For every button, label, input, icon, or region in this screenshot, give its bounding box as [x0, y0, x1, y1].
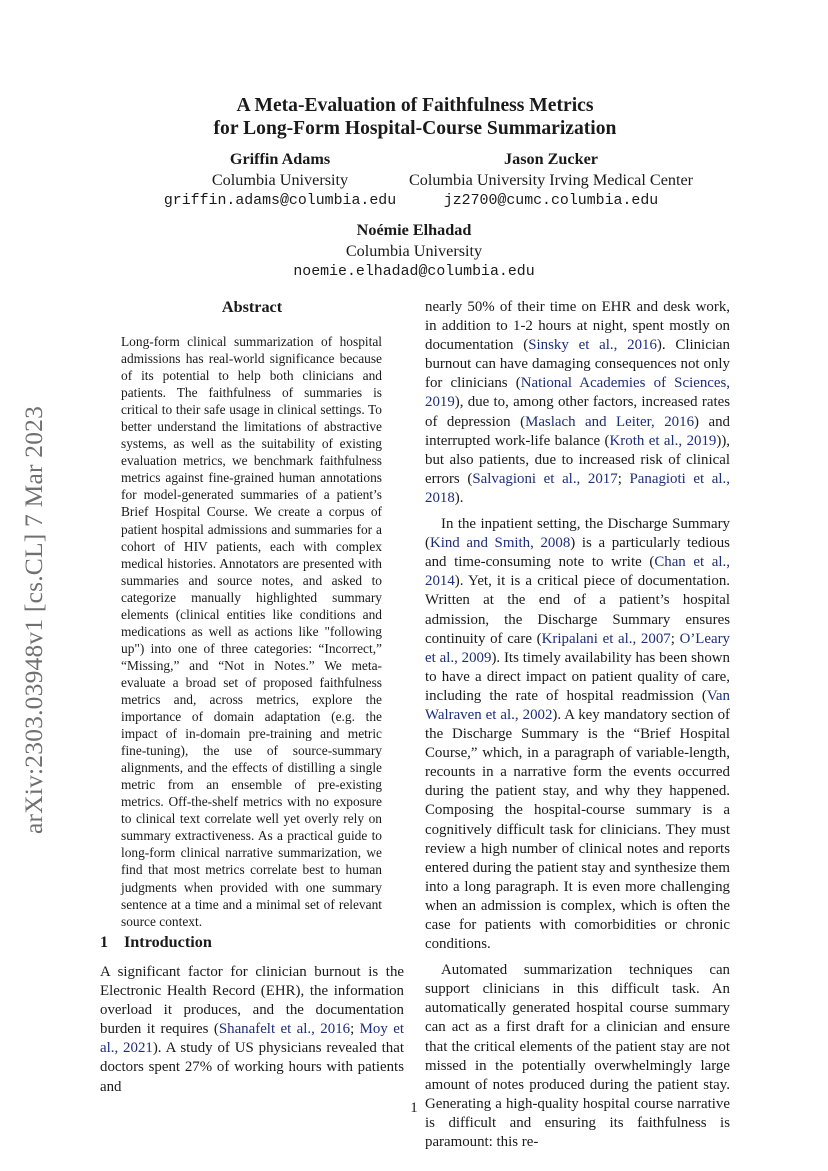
body-text: ). A study of US physicians revealed that doctors spent 27% of working hours with patients and — [100, 1040, 404, 1095]
body-text: ; — [350, 1021, 360, 1038]
body-text: nearly 50% of their time on EHR and desk work, in addition to 1-2 hours at night, spent mostly on documentation ( — [425, 299, 730, 354]
author-block-1 — [140, 149, 420, 212]
body-text: ) and interrupted work-life balance ( — [425, 413, 730, 449]
citation-link[interactable]: Kripalani et al., 2007 — [541, 630, 671, 647]
section-heading — [100, 932, 404, 952]
citation-link[interactable]: Chan et al., 2014 — [425, 554, 730, 590]
citation-link[interactable]: Kind and Smith, 2008 — [429, 535, 571, 552]
author-name: Jason Zucker — [504, 150, 598, 168]
citation-link[interactable]: Maslach and Leiter, 2016 — [525, 413, 695, 430]
abstract-text: Long-form clinical summarization of hospital admissions has real-world significance because of its potential to help both clinicians and patients. The faithfulness of summaries is critical to their safe usage in clinical settings. To better understand the limitations of abstractive systems, as well as the suitability of existing evaluation metrics, we benchmark faithfulness metrics against fine-grained human annotations for model-generated summaries of a patient’s Brief Hospital Course. We create a corpus of patient hospital admissions and summaries for a cohort of HIV patients, each with complex medical histories. Annotators are presented with summaries and source notes, and asked to categorize manually highlighted summary elements (clinical entities like conditions and medications as well as actions like "following up") into one of three categories: “Incorrect,” “Missing,” and “Not in Notes.” We meta-evaluate a broad set of proposed faithfulness metrics and, across metrics, explore the importance of domain adaptation (e.g. the impact of in-domain pre-training and metric fine-tuning), the use of source-summary alignments, and the effects of distilling a single metric from an ensemble of pre-existing metrics. Off-the-shelf metrics with no exposure to clinical text correlate well yet overly rely on summary extractiveness. As a practical guide to long-form clinical narrative summarization, we find that most metrics correlate best to human judgments when provided with one summary sentence at a time and a minimal set of relevant source context. — [121, 334, 382, 929]
body-text: In the inpatient setting, the Discharge Summary ( — [425, 516, 730, 552]
author-affiliation: Columbia University — [211, 171, 349, 189]
body-text: ), due to, among other factors, increased rates of depression ( — [425, 394, 730, 430]
abstract-heading: Abstract — [221, 298, 283, 316]
arxiv-stamp-text: arXiv:2303.03948v1 [cs.CL] 7 Mar 2023 — [19, 405, 48, 835]
author-email: griffin.adams@columbia.edu — [163, 193, 397, 209]
author-block-3 — [234, 220, 594, 283]
body-text: ) is a particularly tedious and time-consuming note to write ( — [425, 535, 730, 571]
body-text: ). Yet, it is a critical piece of documentation. Written at the end of a patient’s hospital admission, the Discharge Summary ensures continuity of care ( — [425, 573, 730, 647]
intro-paragraph-3: Automated summarization techniques can support clinicians in this difficult task. An automatically generated hospital course summary can act as a first draft for a clinician and ensure that the critical elements of the patient stay are not missed in the potentially overwhelmingly large amount of notes produced during the patient stay. Generating a high-quality hospital course narrative is difficult and ensuring its faithfulness is paramount: this re- — [425, 962, 730, 1151]
citation-link[interactable]: O’Leary et al., 2009 — [425, 630, 730, 666]
body-text: A significant factor for clinician burnout is the Electronic Health Record (EHR), the information overload it produces, and the documentation burden it requires ( — [100, 964, 404, 1038]
intro-paragraph-left — [100, 963, 404, 1097]
title-line-1: A Meta-Evaluation of Faithfulness Metrics — [236, 95, 594, 116]
body-text: ). — [454, 489, 464, 506]
citation-link[interactable]: Sinsky et al., 2016 — [528, 337, 657, 354]
paper-title — [100, 94, 730, 140]
author-affiliation: Columbia University Irving Medical Center — [408, 171, 694, 189]
section-title: Introduction — [124, 933, 212, 951]
body-text: ). A key mandatory section of the Discharge Summary is the “Brief Hospital Course,” which, in a paragraph of variable-length, recounts in a narrative form the events occurred during the patient stay, and why they happened. Composing the hospital-course summary is a cognitively difficult task for clinicians. They must review a high number of clinical notes and reports entered during the patient stay and synthesize them into a long paragraph. It is even more challenging when an admission is complex, which is often the case for patients with comorbidities or chronic conditions. — [425, 706, 731, 953]
section-number: 1 — [100, 933, 109, 951]
citation-link[interactable]: Panagioti et al., 2018 — [425, 470, 730, 506]
citation-link[interactable]: National Academies of Sciences, 2019 — [425, 375, 730, 411]
body-text: ; — [617, 470, 630, 487]
right-column — [425, 298, 730, 1159]
author-affiliation: Columbia University — [345, 242, 483, 260]
intro-paragraph-2 — [425, 515, 730, 954]
author-email: noemie.elhadad@columbia.edu — [293, 264, 535, 280]
citation-link[interactable]: Kroth et al., 2019 — [609, 432, 717, 449]
author-block-2 — [395, 149, 707, 212]
body-text: ). Clinician burnout can have damaging consequences not only for clinicians ( — [425, 337, 730, 392]
author-name: Noémie Elhadad — [356, 221, 472, 239]
author-name: Griffin Adams — [229, 150, 331, 168]
citation-link[interactable]: Moy et al., 2021 — [100, 1021, 404, 1057]
author-email: jz2700@cumc.columbia.edu — [443, 193, 659, 209]
intro-paragraph-1 — [425, 298, 730, 508]
citation-link[interactable]: Van Walraven et al., 2002 — [425, 687, 730, 723]
title-line-2: for Long-Form Hospital-Course Summarization — [213, 118, 617, 139]
body-text: )), but also patients, due to increased risk of clinical errors ( — [425, 432, 730, 487]
page-number: 1 — [410, 1100, 418, 1116]
arxiv-stamp — [16, 360, 52, 880]
citation-link[interactable]: Salvagioni et al., 2017 — [472, 470, 618, 487]
body-text: ). Its timely availability has been shown to have a direct impact on patient quality of care, including the rate of hospital readmission ( — [425, 649, 730, 704]
citation-link[interactable]: Shanafelt et al., 2016 — [218, 1021, 351, 1038]
body-text: ; — [670, 630, 680, 647]
